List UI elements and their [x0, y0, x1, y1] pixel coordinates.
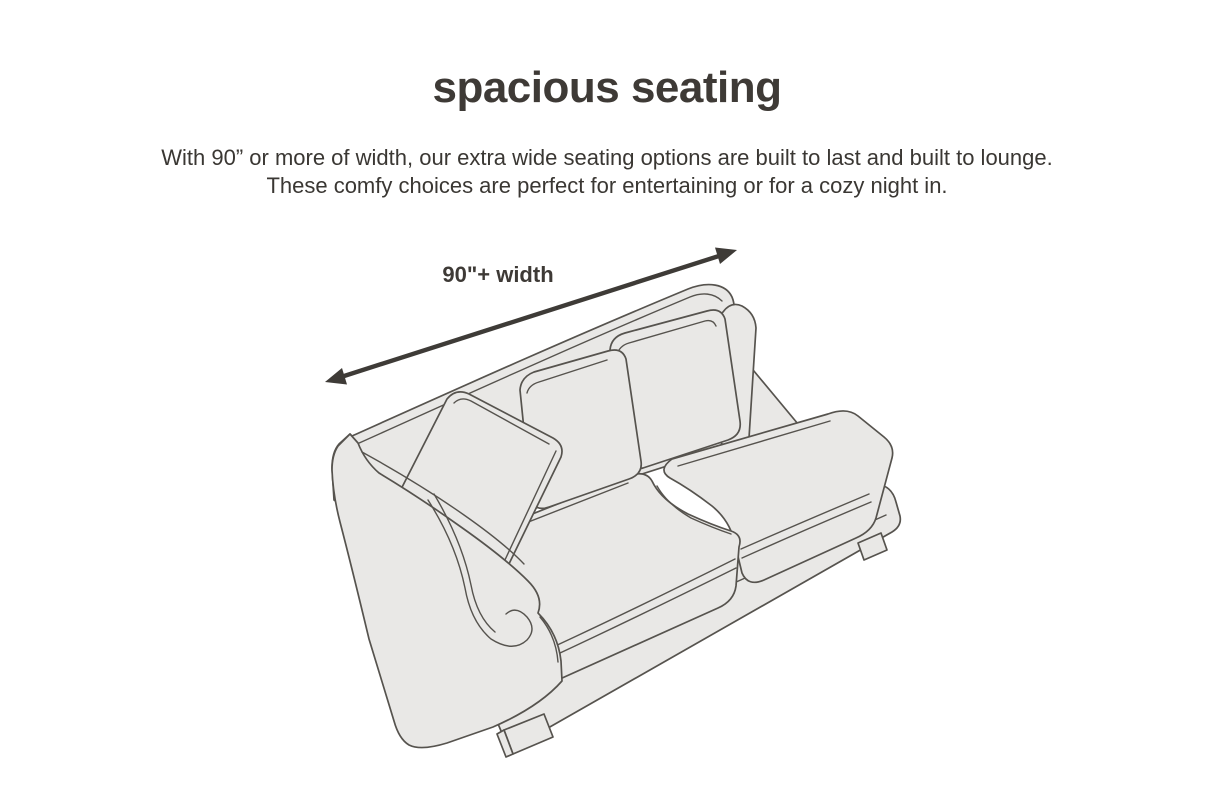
description-line-1: With 90” or more of width, our extra wide seating options are built to last and built to lounge. — [161, 145, 1053, 170]
description-line-2: These comfy choices are perfect for entertaining or for a cozy night in. — [266, 173, 948, 198]
page-title: spacious seating — [432, 63, 782, 112]
dimension-label: 90"+ width — [442, 262, 554, 287]
sofa-drawing — [332, 285, 900, 757]
